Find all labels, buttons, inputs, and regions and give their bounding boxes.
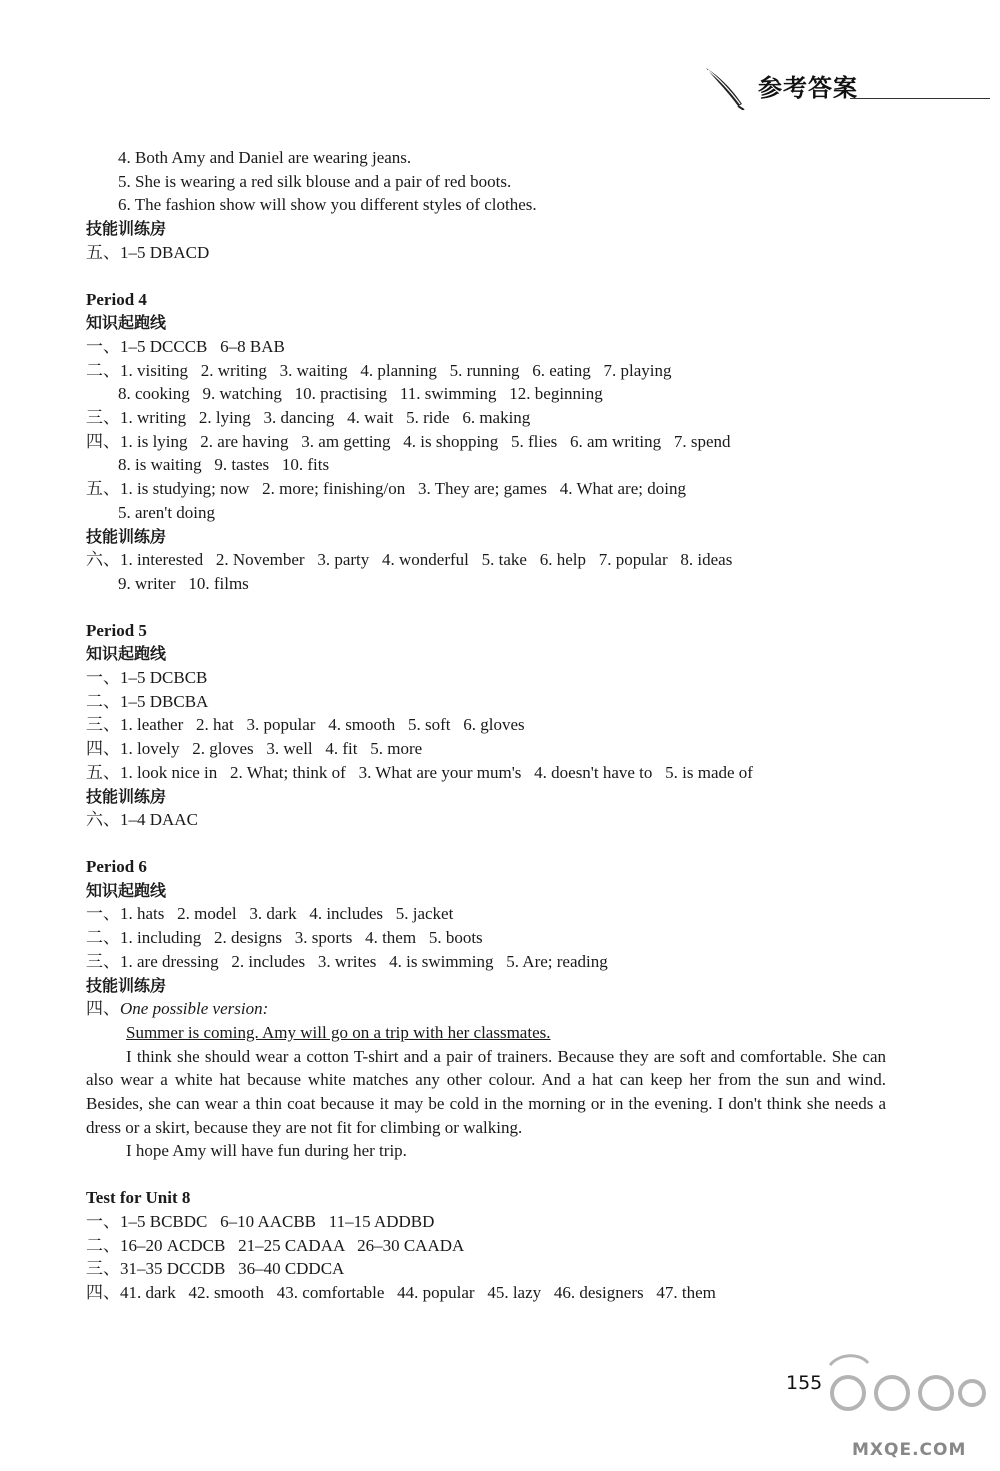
essay-prefix: 四、 <box>86 999 120 1019</box>
section-label-skills: 技能训练房 <box>86 526 167 546</box>
answer-line: 二、1. including 2. designs 3. sports 4. them 5. boots <box>86 928 483 948</box>
answer-line: 四、41. dark 42. smooth 43. comfortable 44. popular 45. lazy 46. designers 47. them <box>86 1282 716 1302</box>
answer-line: 二、1–5 DBCBA <box>86 691 209 711</box>
header-rule <box>850 98 990 99</box>
answer-line: 六、1–4 DAAC <box>86 810 198 830</box>
answer-line: 五、1. is studying; now 2. more; finishing/on 3. They are; games 4. What are; doing <box>86 479 686 499</box>
essay-sentence: Summer is coming. Amy will go on a trip with her classmates. <box>126 1022 551 1042</box>
answer-line: 6. The fashion show will show you different styles of clothes. <box>118 195 537 215</box>
section-label-skills: 技能训练房 <box>86 786 167 806</box>
answer-line: 8. cooking 9. watching 10. practising 11. swimming 12. beginning <box>118 384 603 404</box>
answer-line: 5. She is wearing a red silk blouse and a pair of red boots. <box>118 171 512 191</box>
essay-paragraph <box>86 1021 886 1045</box>
answer-line: 四、1. lovely 2. gloves 3. well 4. fit 5. more <box>86 739 423 759</box>
page-header <box>700 60 1000 108</box>
answer-line: 5. aren't doing <box>118 502 216 522</box>
header-title: 参考答案 <box>758 74 858 102</box>
section-label-knowledge: 知识起跑线 <box>86 880 167 900</box>
answer-content <box>86 146 886 1305</box>
essay-paragraph: I think she should wear a cotton T-shirt and a pair of trainers. Because they are soft and comfortable. She can also wear a white hat because white matches any other colour. And a hat can keep her from the sun and wind. Besides, she can wear a thin coat because it may be cold in the morning or in the evening. I don't think she needs a dress or a skirt, because they are not fit for climbing or walking. <box>86 1046 886 1137</box>
period-5-title: Period 5 <box>86 620 147 640</box>
answer-line: 8. is waiting 9. tastes 10. fits <box>118 455 330 475</box>
answer-line: 三、1. are dressing 2. includes 3. writes 4. is swimming 5. Are; reading <box>86 951 608 971</box>
answer-line: 五、1. look nice in 2. What; think of 3. What are your mum's 4. doesn't have to 5. is made of <box>86 762 753 782</box>
answer-line: 一、1–5 DCCCB 6–8 BAB <box>86 336 285 356</box>
section-label-knowledge: 知识起跑线 <box>86 644 167 664</box>
answer-line: 三、1. leather 2. hat 3. popular 4. smooth 5. soft 6. gloves <box>86 715 525 735</box>
section-label-knowledge: 知识起跑线 <box>86 313 167 333</box>
watermark-text: MXQE.COM <box>852 1440 967 1460</box>
answer-line: 一、1–5 BCBDC 6–10 AACBB 11–15 ADDBD <box>86 1211 435 1231</box>
answer-line: 三、1. writing 2. lying 3. dancing 4. wait 5. ride 6. making <box>86 408 531 428</box>
test-title: Test for Unit 8 <box>86 1188 191 1208</box>
page-number: 155 <box>786 1372 823 1394</box>
quill-pen-icon <box>702 64 748 110</box>
essay-version-label: One possible version: <box>120 999 269 1019</box>
section-label-skills: 技能训练房 <box>86 975 167 995</box>
answer-line: 9. writer 10. films <box>118 573 249 593</box>
section-label-skills: 技能训练房 <box>86 219 167 239</box>
answer-line: 三、31–35 DCCDB 36–40 CDDCA <box>86 1259 345 1279</box>
answer-line: 五、1–5 DBACD <box>86 242 210 262</box>
period-4-title: Period 4 <box>86 289 147 309</box>
answer-line: 二、1. visiting 2. writing 3. waiting 4. planning 5. running 6. eating 7. playing <box>86 360 672 380</box>
answer-line: 一、1. hats 2. model 3. dark 4. includes 5. jacket <box>86 904 454 924</box>
answer-line: 4. Both Amy and Daniel are wearing jeans. <box>118 148 412 167</box>
answer-line: 一、1–5 DCBCB <box>86 668 208 688</box>
essay-heading <box>86 997 886 1021</box>
period-6-title: Period 6 <box>86 856 147 876</box>
essay-paragraph: I hope Amy will have fun during her trip. <box>126 1141 407 1161</box>
answer-line: 四、1. is lying 2. are having 3. am getting 4. is shopping 5. flies 6. am writing 7. spend <box>86 431 731 451</box>
answer-line: 六、1. interested 2. November 3. party 4. wonderful 5. take 6. help 7. popular 8. ideas <box>86 550 733 570</box>
answer-line: 二、16–20 ACDCB 21–25 CADAA 26–30 CAADA <box>86 1235 465 1255</box>
